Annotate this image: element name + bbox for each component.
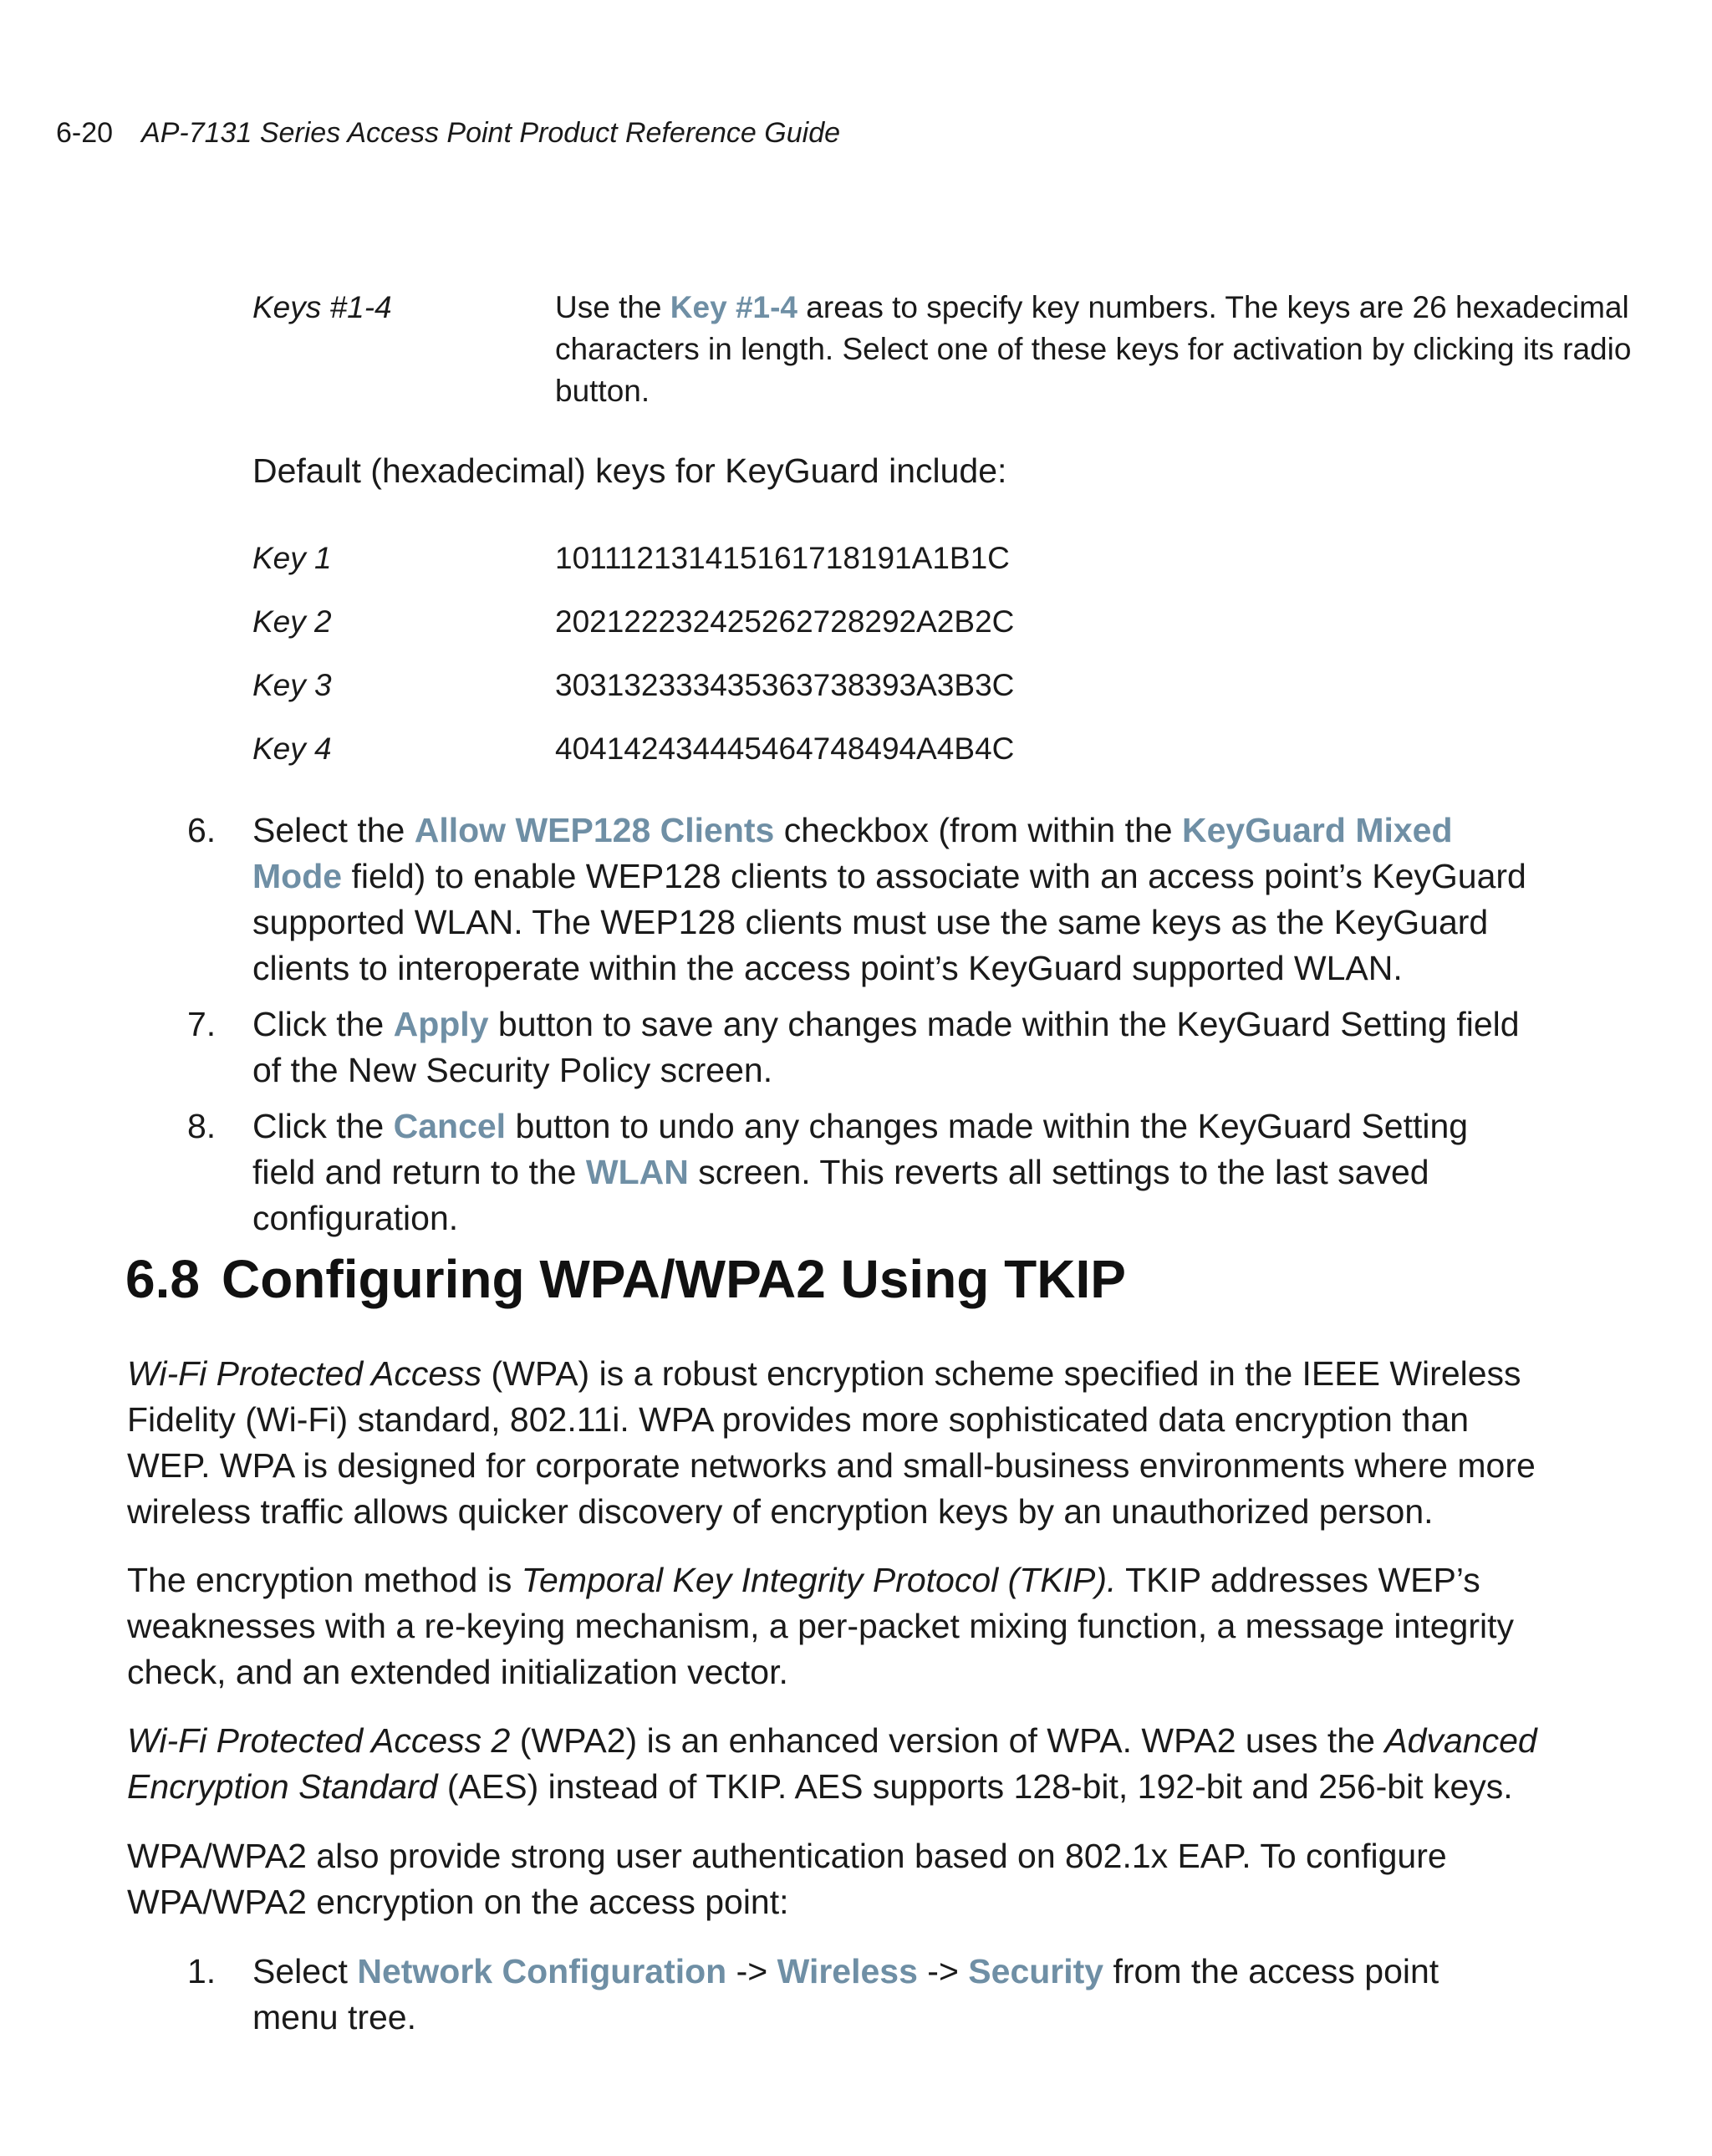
key-name: Key 3 <box>252 668 332 702</box>
key-value: 303132333435363738393A3B3C <box>555 668 1015 702</box>
step-1: 1. Select Network Configuration -> Wireless -> Security from the access point menu tree. <box>252 1949 1527 2041</box>
keyguard-mixed-mode-reference: KeyGuard Mixed Mode <box>252 811 1453 895</box>
wireless-reference: Wireless <box>777 1952 918 1990</box>
network-configuration-reference: Network Configuration <box>357 1952 727 1990</box>
default-keys-intro: Default (hexadecimal) keys for KeyGuard include: <box>252 451 1007 490</box>
paragraph-wpa2: Wi-Fi Protected Access 2 (WPA2) is an enhanced version of WPA. WPA2 uses the Advanced Encryption Standard (AES) instead of TKIP. AES supports 128-bit, 192-bit and 256-bit keys. <box>127 1721 1537 1806</box>
keys-definition <box>252 287 1632 420</box>
allow-wep128-clients-reference: Allow WEP128 Clients <box>414 811 775 849</box>
definition-term: Keys #1-4 <box>252 290 392 324</box>
key-value: 101112131415161718191A1B1C <box>555 541 1010 575</box>
step-number: 1. <box>187 1952 217 1990</box>
section-number: 6.8 <box>125 1249 200 1309</box>
definition-description: Use the Key #1-4 areas to specify key numbers. The keys are 26 hexadecimal characters in length. Select one of these keys for activation by clicking its radio button. <box>555 290 1632 408</box>
key-name: Key 2 <box>252 604 332 639</box>
apply-reference: Apply <box>393 1005 489 1043</box>
cancel-reference: Cancel <box>393 1107 507 1145</box>
key-value: 404142434445464748494A4B4C <box>555 731 1015 766</box>
security-reference: Security <box>968 1952 1104 1990</box>
paragraph-configure-intro: WPA/WPA2 also provide strong user authentication based on 802.1x EAP. To configure WPA/WPA2 encryption on the access point: <box>127 1837 1447 1921</box>
step-8: 8. Click the Cancel button to undo any changes made within the KeyGuard Setting field and return to the WLAN screen. This reverts all settings to the last saved configuration. <box>252 1103 1527 1241</box>
paragraph-wpa: Wi-Fi Protected Access (WPA) is a robust encryption scheme specified in the IEEE Wireless Fidelity (Wi-Fi) standard, 802.11i. WPA provides more sophisticated data encryption than WEP. WPA is designed for corporate networks and small-business environments where more wireless traffic allows quicker discovery of encryption keys by an unauthorized person. <box>127 1354 1536 1531</box>
wlan-reference: WLAN <box>585 1153 689 1191</box>
step-number: 7. <box>187 1005 217 1043</box>
key-name: Key 4 <box>252 731 332 766</box>
guide-title: AP-7131 Series Access Point Product Reference Guide <box>141 117 841 149</box>
running-header <box>56 117 840 150</box>
step-6: 6. Select the Allow WEP128 Clients checkbox (from within the KeyGuard Mixed Mode field) to enable WEP128 clients to associate with an access point’s KeyGuard supported WLAN. The WEP128 clients must use the same keys as the KeyGuard clients to interoperate within the access point’s KeyGuard supported WLAN. <box>252 808 1527 991</box>
page-number: 6-20 <box>56 117 114 149</box>
step-7: 7. Click the Apply button to save any changes made within the KeyGuard Setting field of the New Security Policy screen. <box>252 1002 1527 1093</box>
key-1-4-reference: Key #1-4 <box>670 290 798 324</box>
key-value: 202122232425262728292A2B2C <box>555 604 1015 639</box>
paragraph-tkip: The encryption method is Temporal Key Integrity Protocol (TKIP). TKIP addresses WEP’s weaknesses with a re-keying mechanism, a per-packet mixing function, a message integrity check, and an extended initialization vector. <box>127 1561 1514 1691</box>
step-number: 6. <box>187 811 217 849</box>
section-heading <box>125 1248 1126 1310</box>
key-name: Key 1 <box>252 541 332 575</box>
step-number: 8. <box>187 1107 217 1145</box>
section-title: Configuring WPA/WPA2 Using TKIP <box>221 1249 1126 1309</box>
